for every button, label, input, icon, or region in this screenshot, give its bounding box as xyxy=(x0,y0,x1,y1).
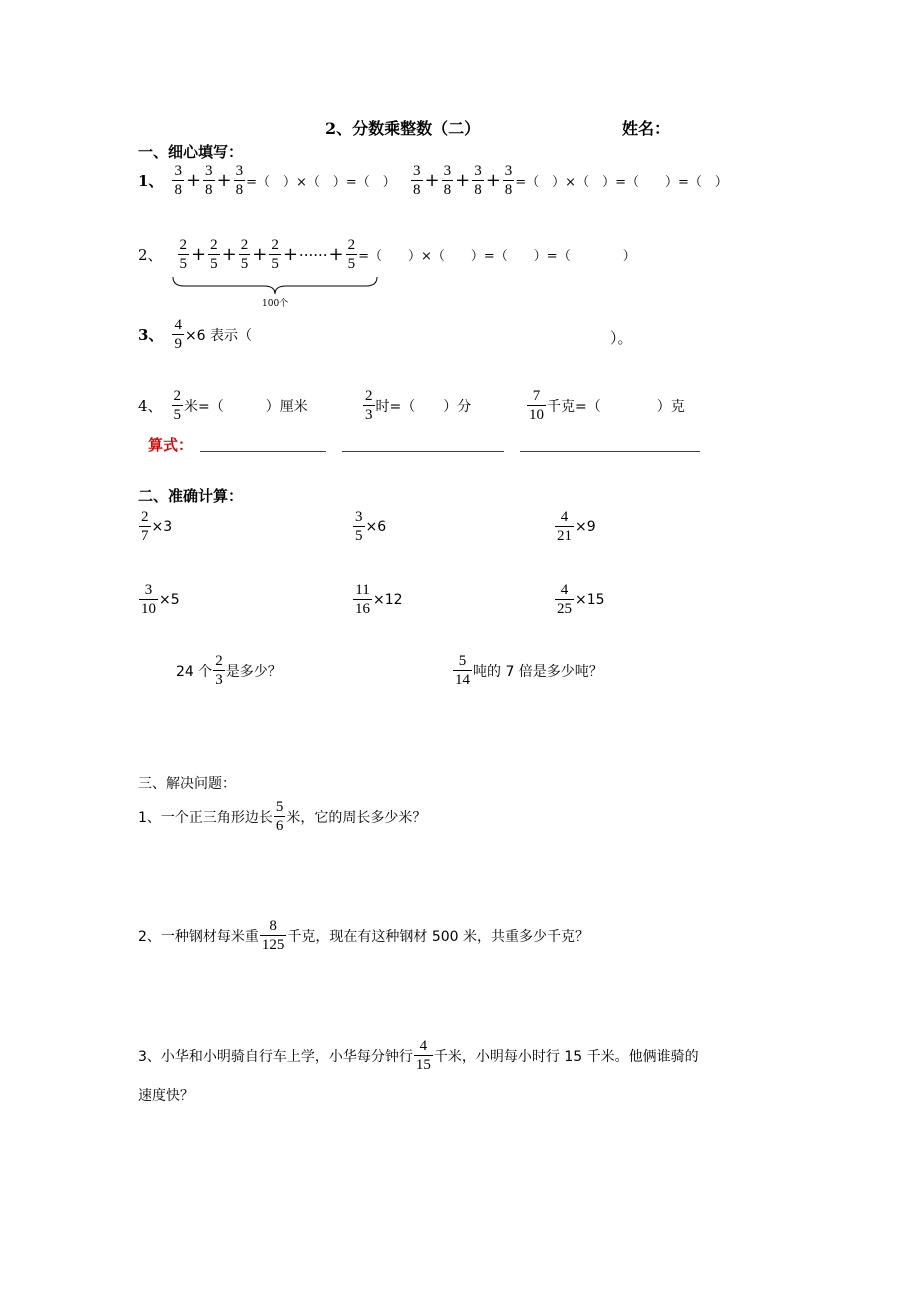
plus-sign: + xyxy=(424,170,440,191)
multiplier: ×3 xyxy=(151,518,173,535)
denominator: 5 xyxy=(173,407,182,423)
q2-answer-blanks[interactable]: =（ ）×（ ）=（ ）=（ ） xyxy=(358,249,636,264)
numerator: 2 xyxy=(173,388,182,404)
numerator: 3 xyxy=(235,163,244,179)
formula-line-2[interactable] xyxy=(342,451,504,452)
denominator: 14 xyxy=(455,672,470,688)
denominator: 8 xyxy=(174,182,182,198)
fraction xyxy=(139,508,151,545)
numerator: 2 xyxy=(240,237,249,253)
numerator: 3 xyxy=(144,582,153,598)
numerator: 4 xyxy=(174,317,182,333)
calc-item xyxy=(352,581,403,618)
fraction xyxy=(555,581,574,618)
q2-number: 2、 xyxy=(138,246,163,264)
numerator: 2 xyxy=(215,653,223,669)
plus-sign: + xyxy=(328,244,344,265)
fraction xyxy=(213,652,225,689)
word-problem-1 xyxy=(176,652,282,689)
numerator: 5 xyxy=(275,799,284,815)
denominator: 16 xyxy=(355,601,370,617)
q1-answer-blanks-b[interactable]: =（ ）×（ ）=（ ）=（ ） xyxy=(515,175,728,190)
denominator: 5 xyxy=(347,256,356,272)
q1-number: 1、 xyxy=(138,172,164,190)
numerator: 3 xyxy=(474,163,482,179)
fraction xyxy=(269,236,281,273)
plus-sign: + xyxy=(252,244,268,265)
calc-item xyxy=(352,508,386,545)
q4-item-1[interactable]: 米=（ ）厘米 xyxy=(184,398,308,415)
problem-text: 3、小华和小明骑自行车上学，小华每分钟行 xyxy=(138,1048,413,1065)
denominator: 10 xyxy=(529,407,544,423)
q4-item-3[interactable]: 千克=（ ）克 xyxy=(547,398,685,415)
denominator: 9 xyxy=(174,336,182,352)
fraction xyxy=(442,162,454,199)
plus-sign: + xyxy=(282,244,298,265)
problem-1 xyxy=(138,798,426,835)
denominator: 7 xyxy=(141,528,149,544)
fraction xyxy=(472,162,484,199)
denominator: 8 xyxy=(413,182,421,198)
fraction xyxy=(353,581,372,618)
fraction xyxy=(208,236,220,273)
fraction xyxy=(234,162,246,199)
fraction xyxy=(414,1037,433,1074)
fraction xyxy=(239,236,251,273)
denominator: 8 xyxy=(205,182,213,198)
numerator: 3 xyxy=(443,163,452,179)
fraction xyxy=(346,236,358,273)
section3-heading: 三、解决问题： xyxy=(138,776,236,792)
numerator: 2 xyxy=(179,237,188,253)
fraction xyxy=(353,508,365,545)
calc-item xyxy=(138,581,180,618)
fraction xyxy=(172,316,184,353)
brace-icon xyxy=(172,276,378,296)
fraction xyxy=(178,236,190,273)
numerator: 7 xyxy=(532,388,541,404)
multiplier: ×12 xyxy=(373,591,403,608)
multiplier: ×9 xyxy=(575,518,596,535)
section2-heading: 二、准确计算： xyxy=(138,487,244,505)
fraction xyxy=(260,917,287,954)
q2-line xyxy=(138,236,636,273)
numerator: 2 xyxy=(347,237,356,253)
numerator: 11 xyxy=(355,582,370,598)
calc-item xyxy=(138,508,172,545)
plus-sign: + xyxy=(221,244,237,265)
numerator: 3 xyxy=(174,163,182,179)
plus-sign: + xyxy=(185,170,202,191)
denominator: 21 xyxy=(557,528,572,544)
fraction xyxy=(503,162,515,199)
numerator: 2 xyxy=(271,237,279,253)
formula-line-3[interactable] xyxy=(520,451,700,452)
q4-item-3-wrap xyxy=(526,387,685,424)
numerator: 4 xyxy=(560,509,569,525)
fraction xyxy=(411,162,423,199)
numerator: 4 xyxy=(419,1038,428,1054)
fraction xyxy=(363,387,375,424)
fraction xyxy=(274,798,286,835)
numerator: 2 xyxy=(210,237,218,253)
q4-item-2[interactable]: 时=（ ）分 xyxy=(375,398,472,415)
formula-label: 算式： xyxy=(148,436,194,454)
problem-3-line2: 速度快？ xyxy=(138,1088,194,1104)
fraction xyxy=(139,581,158,618)
denominator: 5 xyxy=(240,256,249,272)
word-post: 是多少？ xyxy=(225,663,282,680)
fraction xyxy=(172,387,184,424)
q4-number: 4、 xyxy=(138,397,163,415)
name-label: 姓名： xyxy=(622,119,671,138)
page-title: 2、分数乘整数（二） xyxy=(325,119,481,138)
numerator: 3 xyxy=(413,163,421,179)
fraction xyxy=(527,387,546,424)
q3-line xyxy=(138,316,252,353)
plus-sign: + xyxy=(455,170,471,191)
fraction xyxy=(453,652,472,689)
denominator: 8 xyxy=(443,182,452,198)
fraction xyxy=(555,508,574,545)
q3-text: ×6 表示（ xyxy=(184,327,253,344)
numerator: 5 xyxy=(458,653,467,669)
multiplier: ×5 xyxy=(159,591,180,608)
numerator: 3 xyxy=(205,163,213,179)
denominator: 8 xyxy=(474,182,482,198)
problem-text: 米，它的周长多少米？ xyxy=(286,809,427,826)
plus-sign: + xyxy=(191,244,207,265)
fraction xyxy=(172,162,184,199)
q4-item-2-wrap xyxy=(362,387,471,424)
denominator: 8 xyxy=(504,182,513,198)
denominator: 8 xyxy=(235,182,244,198)
brace-label: 100个 xyxy=(262,299,289,309)
ellipsis: ······ xyxy=(298,245,328,264)
calc-item xyxy=(554,581,605,618)
plus-sign: + xyxy=(216,170,232,191)
numerator: 2 xyxy=(365,388,373,404)
denominator: 5 xyxy=(355,528,363,544)
calc-item xyxy=(554,508,596,545)
q3-number: 3、 xyxy=(138,326,164,344)
q1-right xyxy=(410,162,728,199)
section1-heading: 一、细心填写： xyxy=(138,143,244,161)
denominator: 6 xyxy=(275,818,284,834)
problem-3 xyxy=(138,1037,699,1074)
numerator: 3 xyxy=(355,509,363,525)
multiplier: ×6 xyxy=(365,518,387,535)
denominator: 5 xyxy=(179,256,188,272)
denominator: 125 xyxy=(261,937,285,953)
denominator: 10 xyxy=(141,601,156,617)
problem-2 xyxy=(138,917,589,954)
numerator: 8 xyxy=(269,918,277,934)
word-pre: 24 个 xyxy=(176,663,213,680)
word-post: 吨的 7 倍是多少吨？ xyxy=(473,663,603,680)
q4-line xyxy=(138,387,308,424)
fraction xyxy=(203,162,215,199)
denominator: 3 xyxy=(365,407,373,423)
denominator: 3 xyxy=(215,672,223,688)
problem-text: 千克，现在有这种钢材 500 米，共重多少千克？ xyxy=(287,928,590,945)
problem-text: 千米，小明每小时行 15 千米。他俩谁骑的 xyxy=(433,1048,699,1065)
plus-sign: + xyxy=(485,170,501,191)
denominator: 5 xyxy=(271,256,279,272)
word-problem-2 xyxy=(452,652,603,689)
q3-close: ）。 xyxy=(610,329,633,347)
problem-text: 1、一个正三角形边长 xyxy=(138,809,273,826)
multiplier: ×15 xyxy=(575,591,605,608)
numerator: 2 xyxy=(141,509,149,525)
problem-text: 2、一种钢材每米重 xyxy=(138,928,259,945)
denominator: 5 xyxy=(210,256,218,272)
formula-line-1[interactable] xyxy=(200,451,326,452)
numerator: 3 xyxy=(504,163,513,179)
numerator: 4 xyxy=(560,582,569,598)
denominator: 15 xyxy=(415,1057,431,1073)
q1-answer-blanks-a[interactable]: =（ ）×（ ）=（ ） xyxy=(246,175,396,190)
q1-left xyxy=(138,162,396,199)
denominator: 25 xyxy=(557,601,572,617)
